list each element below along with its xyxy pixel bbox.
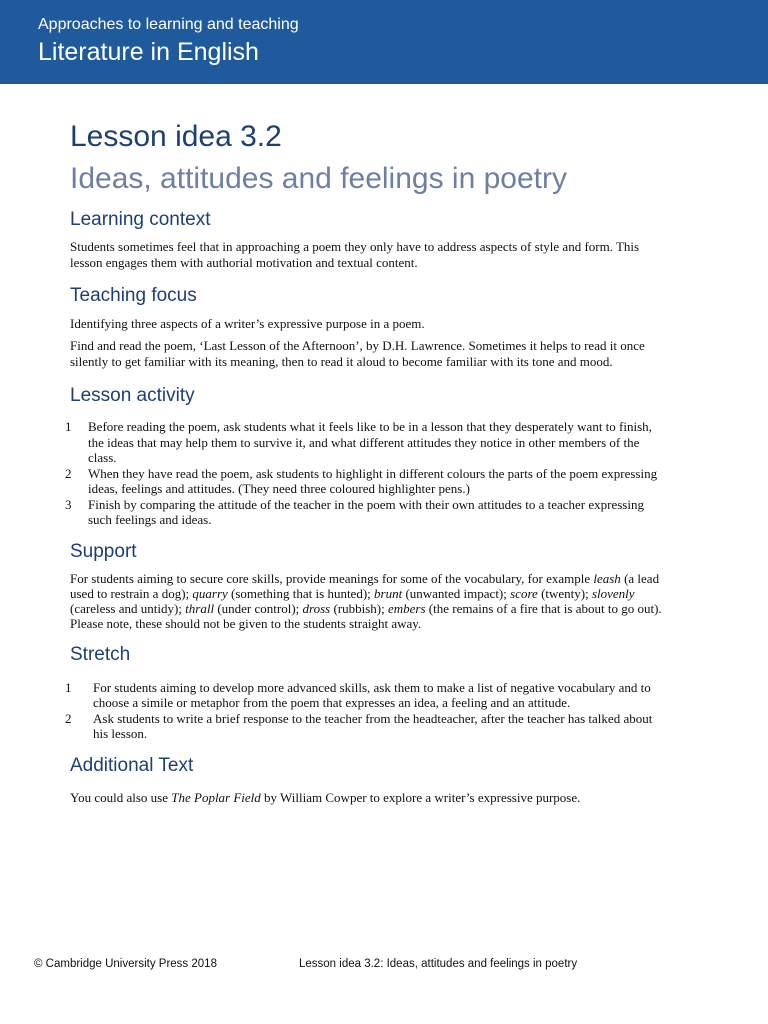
footer-copyright: © Cambridge University Press 2018 <box>34 958 217 970</box>
vocab-word: quarry <box>192 585 228 601</box>
footer-page-title: Lesson idea 3.2: Ideas, attitudes and feelings in poetry <box>299 958 578 970</box>
teaching-focus-section <box>70 284 670 370</box>
support-text: For students aiming to secure core skills, provide meanings for some of the vocabulary, for example leash (a lead used to restrain a dog); quarry (something that is hunted); brunt (unwanted impact); score (twenty); slovenly (careless and untidy); thrall (under control); dross (rubbish); embers (the remains of a fire that is about to go out). Please note, these should not be given to the students straight away. <box>70 570 662 631</box>
lesson-content <box>65 118 670 806</box>
list-item-number: 2 <box>65 465 72 481</box>
learning-context-heading: Learning context <box>70 209 211 230</box>
lesson-title: Lesson idea 3.2 <box>70 120 282 153</box>
list-item-text: Ask students to write a brief response to the teacher from the headteacher, after the teacher has talked about his lesson. <box>93 710 653 741</box>
vocab-word: leash <box>593 570 621 586</box>
lesson-activity-section <box>65 384 670 528</box>
lesson-subtitle: Ideas, attitudes and feelings in poetry <box>70 162 567 195</box>
list-item <box>65 419 670 466</box>
list-item <box>65 465 670 497</box>
lesson-activity-heading: Lesson activity <box>70 385 195 406</box>
poem-title: The Poplar Field <box>171 789 261 805</box>
vocab-word: thrall <box>185 600 215 616</box>
list-item-text: Before reading the poem, ask students what it feels like to be in a lesson that they desperately want to finish, the ideas that may help them to survive it, and what different attitudes they notice in other members of the class. <box>88 419 652 465</box>
learning-context-section <box>70 208 670 271</box>
additional-text-body: You could also use The Poplar Field by William Cowper to explore a writer’s expressive purpose. <box>70 789 581 805</box>
teaching-focus-heading: Teaching focus <box>70 285 197 306</box>
list-item-number: 2 <box>65 710 72 726</box>
teaching-focus-paragraph: Identifying three aspects of a writer’s expressive purpose in a poem. <box>70 316 425 331</box>
list-item <box>65 710 670 742</box>
header-banner <box>0 0 768 84</box>
header-subtitle: Approaches to learning and teaching <box>38 16 299 33</box>
additional-text-section <box>70 754 670 806</box>
list-item-number: 1 <box>65 679 72 695</box>
vocab-word: slovenly <box>591 585 635 601</box>
list-item-number: 3 <box>65 496 72 512</box>
support-section <box>70 540 670 631</box>
support-heading: Support <box>70 540 137 562</box>
teaching-focus-paragraph: Find and read the poem, ‘Last Lesson of the Afternoon’, by D.H. Lawrence. Sometimes it helps to read it once silently to get familiar with its meaning, then to read it aloud to become familiar with its tone and mood. <box>70 338 645 369</box>
lesson-activity-list <box>65 419 670 528</box>
stretch-section <box>65 643 670 742</box>
list-item-text: When they have read the poem, ask students to highlight in different colours the parts of the poem expressing ideas, feelings and attitudes. (They need three coloured highlighter pens.) <box>88 465 658 496</box>
stretch-heading: Stretch <box>70 643 131 665</box>
list-item <box>65 679 670 711</box>
list-item-number: 1 <box>65 419 72 434</box>
header-title: Literature in English <box>38 38 259 66</box>
list-item-text: Finish by comparing the attitude of the teacher in the poem with their own attitudes to a teacher expressing such feelings and ideas. <box>88 496 644 527</box>
vocab-word: brunt <box>374 585 403 601</box>
vocab-word: score <box>510 585 538 601</box>
learning-context-text: Students sometimes feel that in approaching a poem they only have to address aspects of style and form. This lesson engages them with authorial motivation and textual content. <box>70 239 640 270</box>
list-item-text: For students aiming to develop more advanced skills, ask them to make a list of negative vocabulary and to choose a simile or metaphor from the poem that expresses an idea, a feeling and an attitude. <box>93 679 651 710</box>
list-item <box>65 496 670 528</box>
additional-text-heading: Additional Text <box>70 754 194 776</box>
vocab-word: dross <box>302 600 331 616</box>
vocab-word: embers <box>388 600 426 616</box>
stretch-list <box>65 679 670 742</box>
